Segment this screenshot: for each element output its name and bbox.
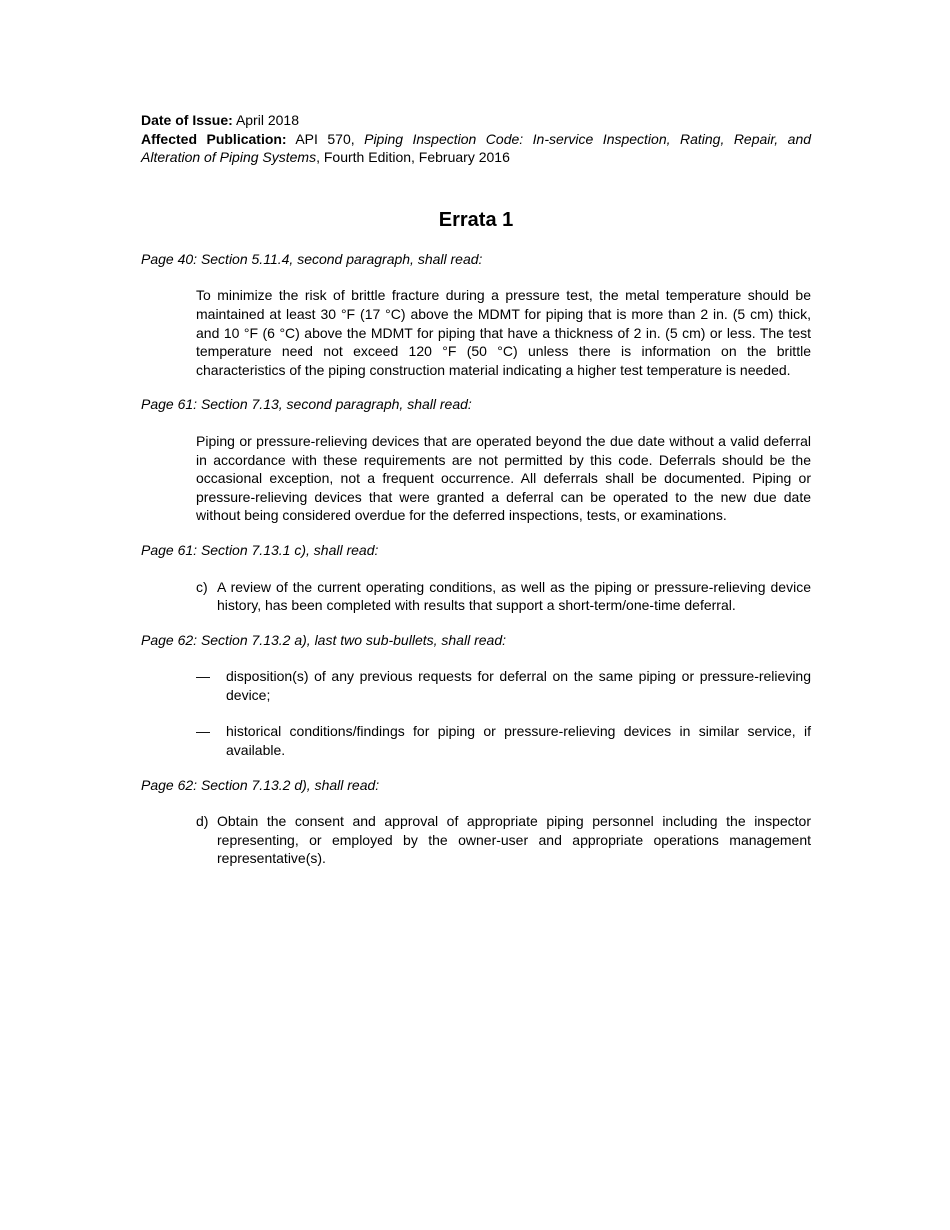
dash-bullet: — — [196, 668, 210, 685]
publication-suffix: , Fourth Edition, February 2016 — [316, 149, 510, 166]
section-reference: Page 61: Section 7.13, second paragraph, shall read: — [141, 396, 472, 413]
document-header — [141, 111, 811, 167]
list-item — [196, 812, 811, 868]
errata-page — [141, 111, 811, 884]
date-value: April 2018 — [235, 112, 299, 128]
section-reference: Page 62: Section 7.13.2 d), shall read: — [141, 776, 380, 793]
errata-sections — [141, 250, 811, 868]
date-of-issue-line — [141, 111, 811, 130]
section-reference: Page 40: Section 5.11.4, second paragraph, shall read: — [141, 250, 483, 267]
replacement-paragraph: To minimize the risk of brittle fracture during a pressure test, the metal temperature should be maintained at least 30 °F (17 °C) above the MDMT for piping that is more than 2 in. (5 cm) thick, and 10 °F (6 °C) above the MDMT for piping that have a thickness of 2 in. (5 cm) or less. The test temperature need not exceed 120 °F (50 °C) unless there is information on the brittle characteristics of the piping construction material indicating a higher test temperature is needed. — [196, 287, 811, 378]
replacement-paragraph: Piping or pressure-relieving devices that are operated beyond the due date without a valid deferral in accordance with these requirements are not permitted by this code. Deferrals should be the occasional exception, not a frequent occurrence. All deferrals shall be documented. Piping or pressure-relieving devices that were granted a deferral can be operated to the new due date without being considered overdue for the deferred inspections, tests, or examinations. — [196, 432, 811, 524]
list-marker: c) — [196, 578, 208, 595]
bullet-text: disposition(s) of any previous requests for deferral on the same piping or pressure-relieving device; — [226, 668, 811, 703]
bullet-item — [196, 667, 811, 704]
date-label: Date of Issue: — [141, 112, 233, 128]
affected-publication-line — [141, 130, 811, 167]
section-reference: Page 61: Section 7.13.1 c), shall read: — [141, 541, 379, 558]
publication-prefix: API 570, — [295, 130, 355, 147]
publication-title: Piping Inspection Code: In-service Inspection, Rating, Repair, and Alteration of Piping Systems — [141, 130, 812, 166]
list-item-text: Obtain the consent and approval of appropriate piping personnel including the inspector representing, or employed by the owner-user and appropriate operations management representative(s). — [217, 813, 811, 867]
dash-bullet: — — [196, 723, 210, 740]
bullet-text: historical conditions/findings for piping or pressure-relieving devices in similar service, if available. — [226, 723, 811, 759]
section-reference: Page 62: Section 7.13.2 a), last two sub-bullets, shall read: — [141, 631, 506, 648]
list-item-text: A review of the current operating conditions, as well as the piping or pressure-relieving device history, has been completed with results that support a short-term/one-time deferral. — [217, 578, 811, 614]
page-title: Errata 1 — [438, 208, 514, 231]
list-marker: d) — [196, 813, 209, 830]
bullet-item — [196, 722, 811, 759]
publication-label: Affected Publication: — [141, 130, 287, 147]
list-item — [196, 578, 811, 615]
